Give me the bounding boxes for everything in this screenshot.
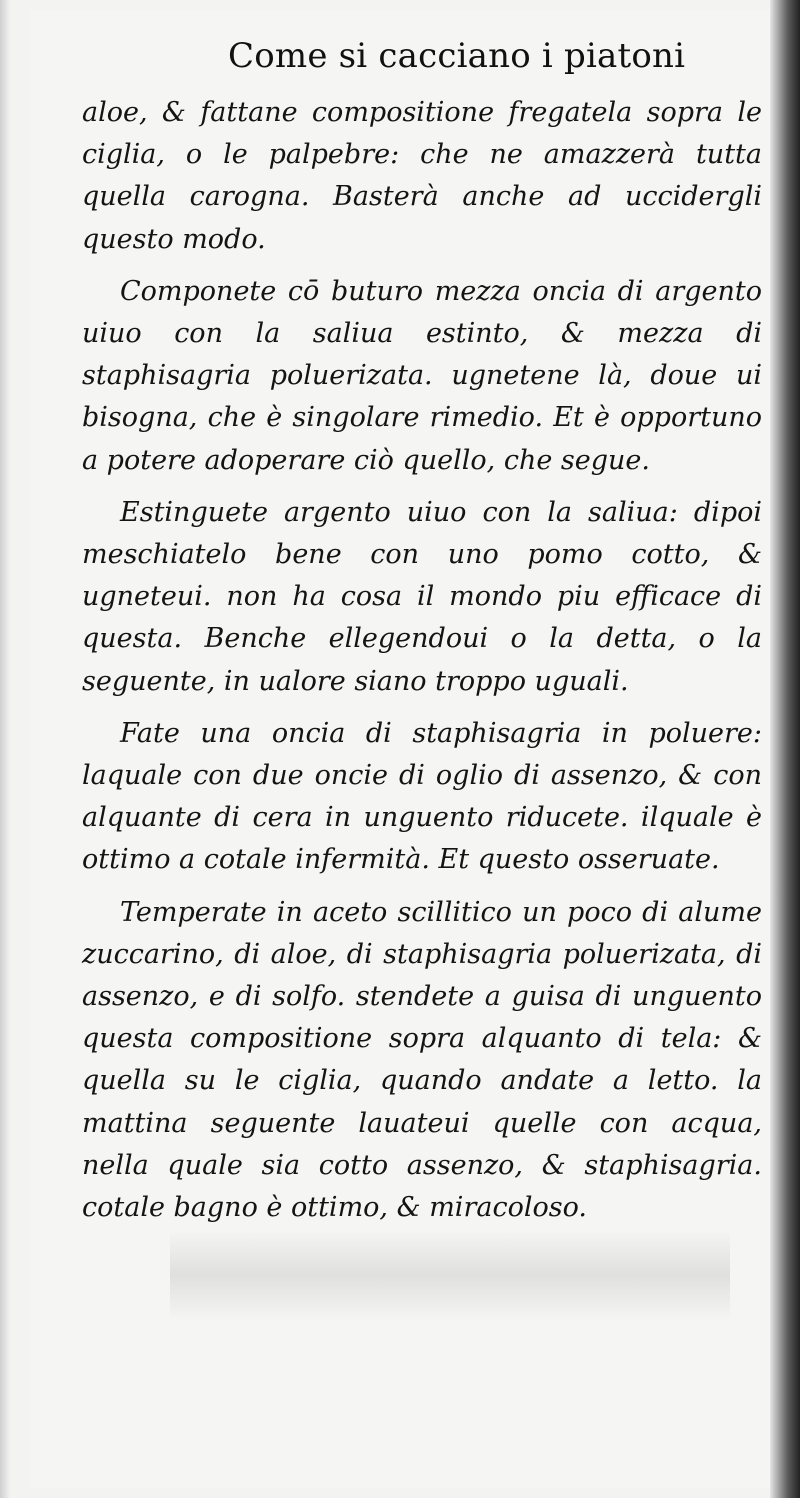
- paragraph: Temperate in aceto scillitico un poco di alume zuccarino, di aloe, di staphisagria poluerizata, di assenzo, e di solfo. stendete a guisa di unguento questa compositione sopra alquanto di tela: & quella su le ciglia, quando andate a letto. la mattina seguente lauateui quelle con acqua, nella quale sia cotto assenzo, & staphisagria. cotale bagno è ottimo, & miracoloso.: [82, 896, 762, 1224]
- show-through-bleed: [170, 1230, 730, 1320]
- paragraph: Componete cō buturo mezza oncia di argento uiuo con la saliua estinto, & mezza di staphisagria poluerizata. ugnetene là, doue ui bisogna, che è singolare rimedio. Et è opportuno a potere adoperare ciò quello, che segue.: [82, 275, 762, 476]
- running-head: Come si cacciano i piatoni: [228, 36, 686, 76]
- body-text: [82, 92, 762, 1239]
- page-gutter-shadow: [0, 0, 10, 1498]
- paragraph-continued: aloe, & fattane compositione fregatela sopra le ciglia, o le palpebre: che ne amazzerà tutta quella carogna. Basterà anche ad uccidergli questo modo.: [82, 97, 762, 255]
- paragraph: Fate una oncia di staphisagria in poluere: laquale con due oncie di oglio di assenzo, & con alquante di cera in unguento riducete. ilquale è ottimo a cotale infermità. Et questo osseruate.: [82, 717, 762, 876]
- paragraph: Estinguete argento uiuo con la saliua: dipoi meschiatelo bene con uno pomo cotto, & ugneteui. non ha cosa il mondo piu efficace di questa. Benche ellegendoui o la detta, o la seguente, in ualore siano troppo uguali.: [82, 496, 762, 697]
- page-edge-shadow: [770, 0, 800, 1498]
